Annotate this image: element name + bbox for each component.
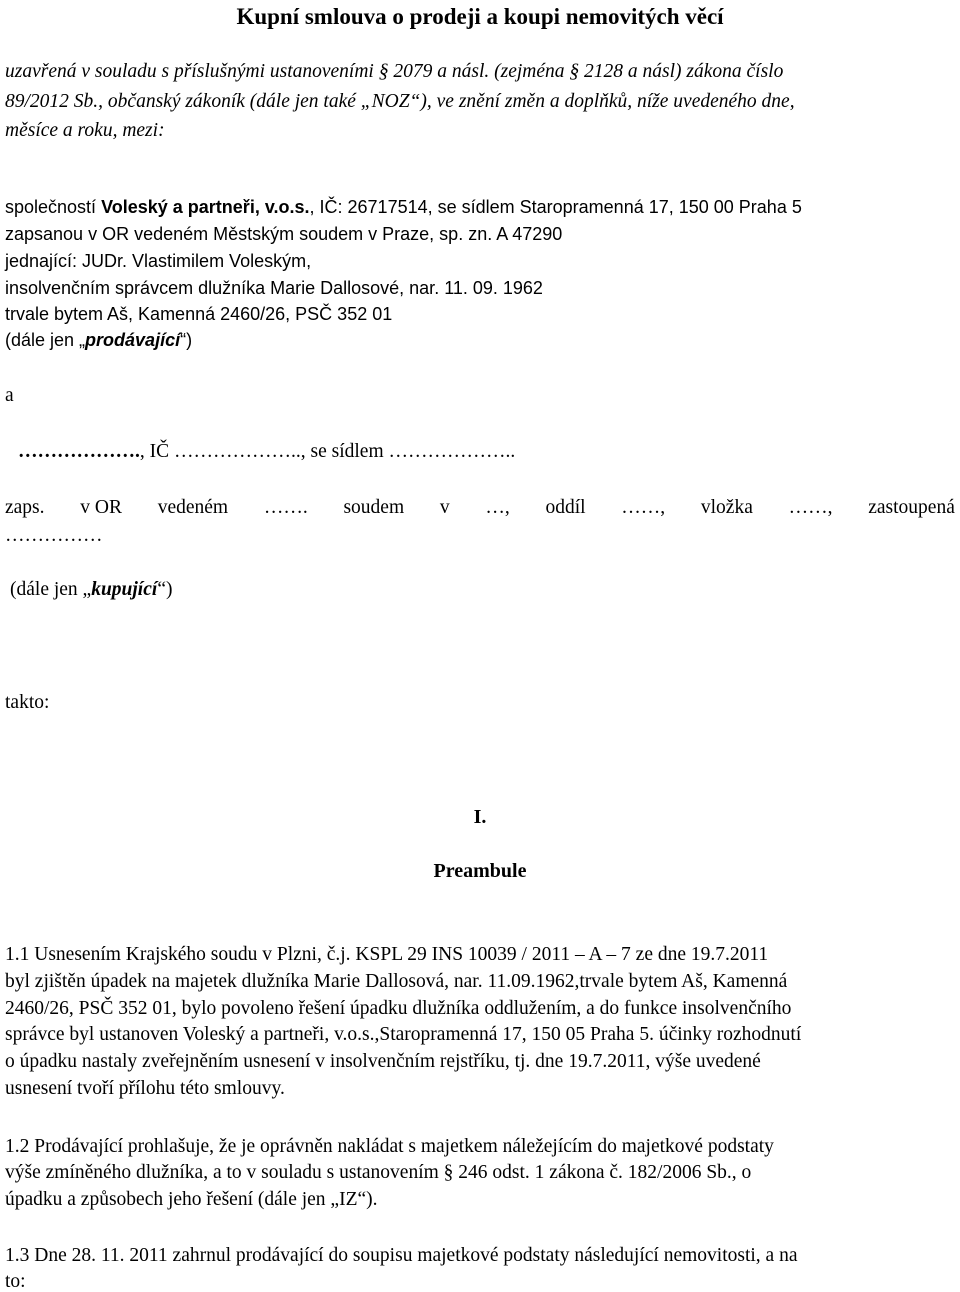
reg-word: vedeném [157,497,229,518]
reg-word: ……, [788,497,833,518]
para-1-2-line-2: výše zmíněného dlužníka, a to v souladu s ustanovením § 246 odst. 1 zákona č. 182/2006 Sb., o [5,1162,752,1183]
para-1-3-line-1: 1.3 Dne 28. 11. 2011 zahrnul prodávající do soupisu majetkové podstaty následující nemovitosti, a na [5,1245,798,1266]
intro-line-1: uzavřená v souladu s příslušnými ustanoveními § 2079 a násl. (zejména § 2128 a násl) zákona číslo [5,61,784,82]
section-number: I. [473,806,487,828]
section-heading: Preambule [433,860,527,882]
buyer-name-placeholder: ………………. [18,441,140,462]
buyer-term-prefix: (dále jen „ [10,579,92,600]
buyer-term-line [10,580,172,600]
seller-id-address: , IČ: 26717514, se sídlem Staropramenná 17, 150 00 Praha 5 [309,197,802,217]
seller-prefix: společností [5,197,97,217]
document-title: Kupní smlouva o prodeji a koupi nemovitých věcí [236,4,724,29]
para-1-1-line-2: byl zjištěn úpadek na majetek dlužníka Marie Dallosová, nar. 11.09.1962,trvale bytem Aš, Kamenná [5,971,788,992]
seller-name: Voleský a partneři, v.o.s. [101,197,310,217]
buyer-term: kupující [91,579,158,600]
takto-label: takto: [5,692,50,713]
buyer-id-address: , IČ ……………….., se sídlem ……………….. [139,441,516,462]
seller-line-6 [5,331,192,349]
reg-word: oddíl [545,497,586,518]
buyer-line-3: …………… [5,525,103,546]
para-1-1-line-3: 2460/26, PSČ 352 01, bylo povoleno řešení úpadku dlužníka oddlužením, a do funkce insolvenčního [5,998,792,1019]
para-1-1-line-4: správce byl ustanoven Voleský a partneři, v.o.s.,Staropramenná 17, 150 05 Praha 5. účinky rozhodnutí [5,1024,802,1045]
reg-word: vložka [700,497,753,518]
para-1-2-line-3: úpadku a způsobech jeho řešení (dále jen „IZ“). [5,1189,378,1210]
reg-word: ……. [263,497,308,518]
para-1-1-line-5: o úpadku nastaly zveřejněním usnesení v insolvenčním rejstříku, tj. dne 19.7.2011, výše uvedené [5,1051,761,1072]
buyer-term-suffix: “) [157,579,173,600]
buyer-registration [5,498,955,518]
seller-term-prefix: (dále jen „ [5,330,86,350]
para-1-2-line-1: 1.2 Prodávající prohlašuje, že je oprávněn nakládat s majetkem náležejícím do majetkové podstaty [5,1136,774,1157]
reg-word: v [439,497,450,518]
para-1-1-line-1: 1.1 Usnesením Krajského soudu v Plzni, č.j. KSPL 29 INS 10039 / 2011 – A – 7 ze dne 19.7.2011 [5,944,769,965]
seller-line-5: trvale bytem Aš, Kamenná 2460/26, PSČ 352 01 [5,304,393,324]
seller-line-1 [5,198,802,216]
intro-line-3: měsíce a roku, mezi: [5,120,165,141]
buyer-line-2 [5,498,955,518]
reg-word: v OR [80,497,122,518]
seller-line-2: zapsanou v OR vedeném Městským soudem v Praze, sp. zn. A 47290 [5,224,563,244]
reg-word: ……, [621,497,666,518]
reg-word: soudem [343,497,405,518]
seller-line-3: jednající: JUDr. Vlastimilem Voleským, [5,251,312,271]
intro-line-2: 89/2012 Sb., občanský zákoník (dále jen také „NOZ“), ve znění změn a doplňků, níže uvedeného dne, [5,91,795,112]
seller-term: prodávající [85,330,181,350]
conjunction: a [5,385,14,406]
seller-term-suffix: “) [180,330,193,350]
para-1-1-line-6: usnesení tvoří přílohu této smlouvy. [5,1078,285,1099]
reg-word: zastoupená [868,497,955,518]
reg-word: …, [485,497,510,518]
para-1-3-line-2: to: [5,1271,26,1292]
seller-line-4: insolvenčním správcem dlužníka Marie Dallosové, nar. 11. 09. 1962 [5,278,543,298]
reg-word: zaps. [5,497,45,518]
buyer-line-1 [18,442,515,462]
